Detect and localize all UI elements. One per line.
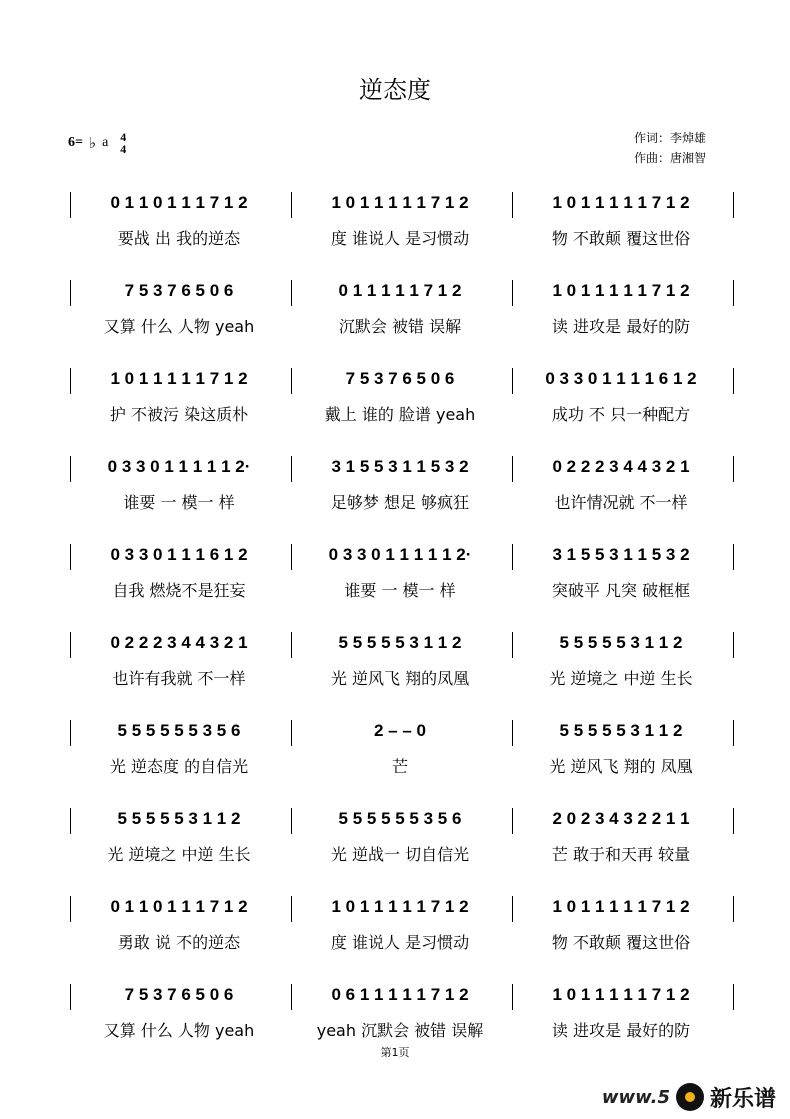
measure-notes: 1 0 1 1 1 1 1 7 1 2 [552, 193, 690, 212]
barline [733, 984, 734, 1010]
staff-system [70, 804, 730, 876]
measure-lyrics: 沉默会 被错 误解 [338, 317, 462, 336]
measure-notes: 1 0 1 1 1 1 1 7 1 2 [552, 985, 690, 1004]
measure-lyrics: 戴上 谁的 脸谱 yeah [324, 405, 476, 424]
measure-notes: 0 2 2 2 3 4 4 3 2 1 [552, 457, 690, 476]
measure-lyrics: 度 谁说人 是习惯动 [330, 933, 470, 952]
time-signature-top: 4 [120, 130, 127, 144]
notes-row [70, 892, 730, 924]
measure-notes: 0 1 1 1 1 1 7 1 2 [338, 281, 462, 300]
measure-lyrics: 勇敢 说 不的逆态 [117, 933, 241, 952]
barline [291, 808, 292, 834]
barline [512, 896, 513, 922]
measure-notes: 0 3 3 0 1 1 1 6 1 2 [110, 545, 248, 564]
measure-lyrics: 也许有我就 不一样 [112, 669, 246, 688]
lyrics-row [70, 930, 730, 956]
measure-lyrics: 光 逆风飞 翔的 凤凰 [549, 757, 693, 776]
measure-lyrics: 谁要 一 模一 样 [123, 493, 235, 512]
barline [70, 720, 71, 746]
watermark-url: www.5 [601, 1086, 670, 1108]
measure-lyrics: 芒 敢于和天再 较量 [551, 845, 691, 864]
measure-notes: 3 1 5 5 3 1 1 5 3 2 [552, 545, 690, 564]
notes-row [70, 540, 730, 572]
staff-system [70, 188, 730, 260]
barline [291, 192, 292, 218]
measure-notes: 0 1 1 0 1 1 1 7 1 2 [110, 193, 248, 212]
measure-notes: 7 5 3 7 6 5 0 6 [124, 985, 234, 1004]
barline [512, 720, 513, 746]
barline [291, 456, 292, 482]
barline [733, 896, 734, 922]
notes-row [70, 276, 730, 308]
measure-lyrics: 光 逆境之 中逆 生长 [107, 845, 251, 864]
staff-system [70, 716, 730, 788]
barline [70, 280, 71, 306]
notes-row [70, 452, 730, 484]
measure-notes: 0 3 3 0 1 1 1 1 1 2· [107, 457, 251, 476]
barline [733, 632, 734, 658]
barline [70, 368, 71, 394]
measure-notes: 5 5 5 5 5 3 1 1 2 [117, 809, 241, 828]
song-title: 逆态度 [359, 76, 431, 104]
measure-notes: 7 5 3 7 6 5 0 6 [345, 369, 455, 388]
lyrics-row [70, 490, 730, 516]
notes-row [70, 804, 730, 836]
staff-system [70, 364, 730, 436]
measure-notes: 5 5 5 5 5 5 3 5 6 [117, 721, 241, 740]
page-number: 第1页 [380, 1046, 410, 1059]
barline [291, 984, 292, 1010]
barline [512, 368, 513, 394]
lyrics-row [70, 754, 730, 780]
measure-notes: 0 3 3 0 1 1 1 1 1 2· [328, 545, 472, 564]
staff-system [70, 452, 730, 524]
composer-credit: 作曲：唐湘智 [634, 151, 707, 165]
measure-notes: 0 1 1 0 1 1 1 7 1 2 [110, 897, 248, 916]
barline [512, 808, 513, 834]
barline [70, 896, 71, 922]
notes-row [70, 628, 730, 660]
watermark-brand: 新乐谱 [709, 1086, 776, 1112]
barline [70, 632, 71, 658]
measure-lyrics: 物 不敢颠 覆这世俗 [551, 933, 691, 952]
measure-lyrics: 突破平 凡突 破框框 [551, 581, 691, 600]
notes-row [70, 188, 730, 220]
time-signature [120, 131, 126, 155]
barline [733, 192, 734, 218]
barline [733, 280, 734, 306]
measure-notes: 1 0 1 1 1 1 1 7 1 2 [331, 193, 469, 212]
barline [291, 632, 292, 658]
measure-notes: 0 6 1 1 1 1 1 7 1 2 [331, 985, 469, 1004]
measure-lyrics: 光 逆境之 中逆 生长 [549, 669, 693, 688]
lyrics-row [70, 402, 730, 428]
key-note: a [102, 135, 109, 150]
barline [291, 544, 292, 570]
barline [733, 456, 734, 482]
flat-icon: ♭ [88, 135, 97, 152]
barline [291, 896, 292, 922]
measure-notes: 5 5 5 5 5 3 1 1 2 [338, 633, 462, 652]
measure-notes: 3 1 5 5 3 1 1 5 3 2 [331, 457, 469, 476]
lyrics-row [70, 1018, 730, 1044]
barline [733, 808, 734, 834]
time-signature-bottom: 4 [120, 142, 127, 156]
notes-row [70, 716, 730, 748]
measure-lyrics: 谁要 一 模一 样 [344, 581, 456, 600]
measure-lyrics: 光 逆风飞 翔的凤凰 [330, 669, 470, 688]
barline [512, 544, 513, 570]
barline [733, 720, 734, 746]
measure-notes: 5 5 5 5 5 3 1 1 2 [559, 633, 683, 652]
lyrics-row [70, 314, 730, 340]
measure-lyrics: 光 逆战一 切自信光 [330, 845, 470, 864]
measure-lyrics: 足够梦 想足 够疯狂 [330, 493, 470, 512]
measure-lyrics: 也许情况就 不一样 [554, 493, 688, 512]
measure-lyrics: 又算 什么 人物 yeah [103, 317, 255, 336]
barline [512, 280, 513, 306]
measure-lyrics: 度 谁说人 是习惯动 [330, 229, 470, 248]
credits [634, 128, 706, 168]
measure-lyrics: 自我 燃烧不是狂妄 [112, 581, 246, 600]
measure-lyrics: 芒 [391, 757, 408, 776]
notes-row [70, 364, 730, 396]
barline [512, 192, 513, 218]
measure-notes: 1 0 1 1 1 1 1 7 1 2 [110, 369, 248, 388]
barline [291, 368, 292, 394]
lyrics-row [70, 666, 730, 692]
barline [70, 808, 71, 834]
lyrics-row [70, 842, 730, 868]
measure-notes: 5 5 5 5 5 3 1 1 2 [559, 721, 683, 740]
lyricist-credit: 作词：李焯雄 [634, 131, 707, 145]
staff-system [70, 628, 730, 700]
measure-lyrics: 又算 什么 人物 yeah [103, 1021, 255, 1040]
barline [70, 984, 71, 1010]
staff-system [70, 540, 730, 612]
barline [291, 720, 292, 746]
barline [733, 544, 734, 570]
lyrics-row [70, 578, 730, 604]
measure-notes: 1 0 1 1 1 1 1 7 1 2 [552, 281, 690, 300]
key-tonic: 6= [68, 135, 83, 150]
measure-lyrics: 成功 不 只一种配方 [551, 405, 691, 424]
measure-lyrics: 读 进攻是 最好的防 [551, 1021, 691, 1040]
measure-lyrics: 要战 出 我的逆态 [117, 229, 241, 248]
barline [512, 456, 513, 482]
measure-notes: 2 0 2 3 4 3 2 2 1 1 [552, 809, 690, 828]
measure-lyrics: yeah 沉默会 被错 误解 [316, 1021, 484, 1040]
barline [70, 544, 71, 570]
barline [291, 280, 292, 306]
measure-notes: 1 0 1 1 1 1 1 7 1 2 [552, 897, 690, 916]
measure-notes: 2 – – 0 [374, 721, 426, 740]
measure-notes: 7 5 3 7 6 5 0 6 [124, 281, 234, 300]
barline [70, 192, 71, 218]
barline [512, 984, 513, 1010]
barline [70, 456, 71, 482]
measure-notes: 0 2 2 2 3 4 4 3 2 1 [110, 633, 248, 652]
staff-system [70, 892, 730, 964]
staff-system [70, 276, 730, 348]
measure-lyrics: 读 进攻是 最好的防 [551, 317, 691, 336]
staff-system [70, 980, 730, 1052]
record-disc-icon [676, 1083, 704, 1111]
site-watermark [602, 1081, 776, 1113]
lyrics-row [70, 226, 730, 252]
measure-notes: 5 5 5 5 5 5 3 5 6 [338, 809, 462, 828]
barline [512, 632, 513, 658]
measure-notes: 1 0 1 1 1 1 1 7 1 2 [331, 897, 469, 916]
notes-row [70, 980, 730, 1012]
measure-lyrics: 物 不敢颠 覆这世俗 [551, 229, 691, 248]
barline [733, 368, 734, 394]
measure-notes: 0 3 3 0 1 1 1 1 6 1 2 [545, 369, 697, 388]
measure-lyrics: 护 不被污 染这质朴 [109, 405, 249, 424]
measure-lyrics: 光 逆态度 的自信光 [109, 757, 249, 776]
key-signature [68, 128, 126, 158]
